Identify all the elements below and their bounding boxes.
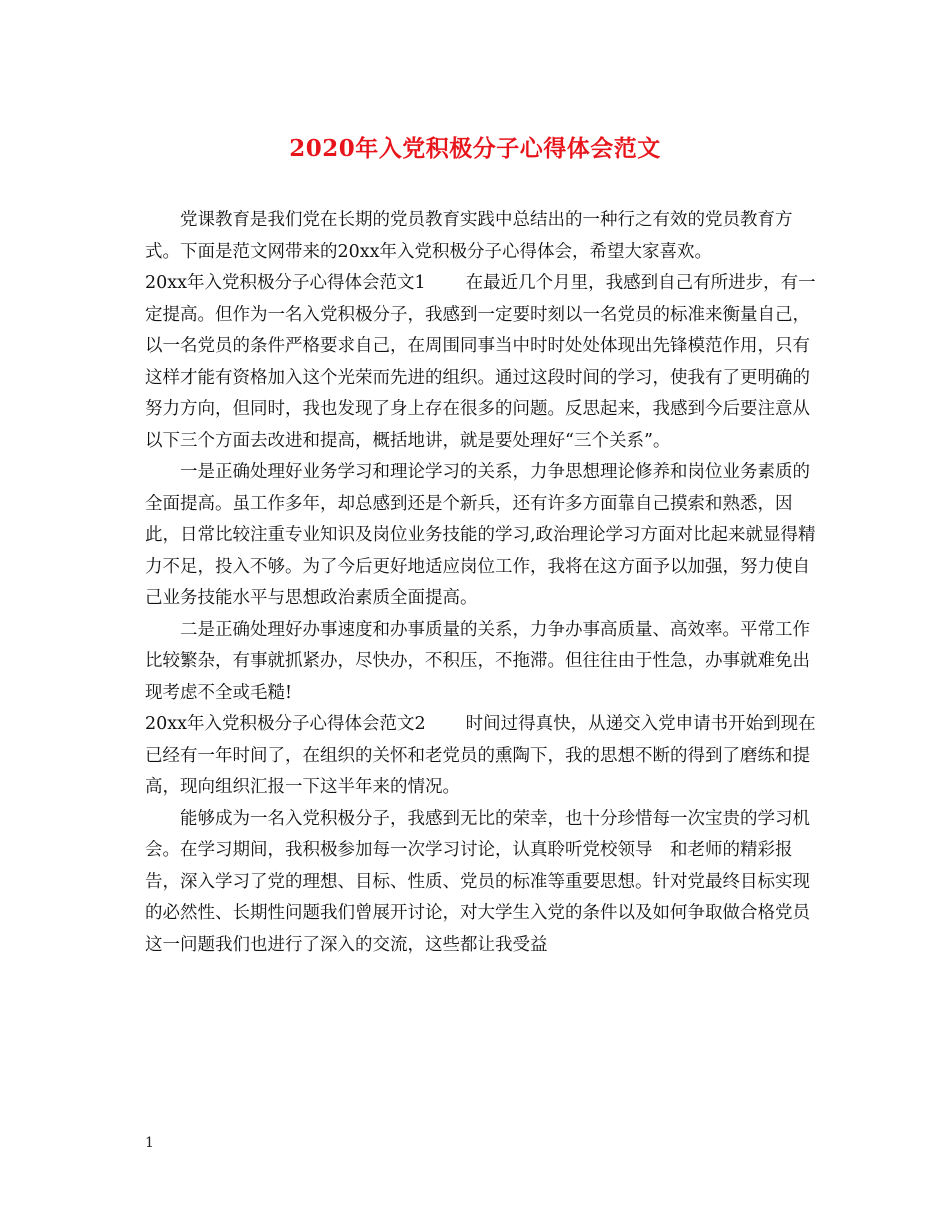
document-body bbox=[145, 205, 825, 961]
paragraph-point2: 二是正确处理好办事速度和办事质量的关系，力争办事高质量、高效率。平常工作比较繁杂，有事就抓紧办，尽快办，不积压，不拖滞。但往往由于性急，办事就难免出现考虑不全或毛糙! bbox=[145, 619, 810, 703]
page-number: 1 bbox=[145, 1135, 154, 1151]
paragraph-point1: 一是正确处理好业务学习和理论学习的关系，力争思想理论修养和岗位业务素质的全面提高。虽工作多年，却总感到还是个新兵，还有许多方面靠自己摸索和熟悉，因此，日常比较注重专业知识及岗位业务技能的学习,政治理论学习方面对比起来就显得精力不足，投入不够。为了今后更好地适应岗位工作，我将在这方面予以加强，努力使自己业务技能水平与思想政治素质全面提高。 bbox=[145, 462, 816, 608]
essay1-text: 在最近几个月里，我感到自己有所进步，有一定提高。但作为一名入党积极分子，我感到一定要时刻以一名党员的标准来衡量自己，以一名党员的条件严格要求自己，在周围同事当中时时处处体现出先锋模范作用，只有这样才能有资格加入这个光荣而先进的组织。通过这段时间的学习，使我有了更明确的努力方向，但同时，我也发现了身上存在很多的问题。反思起来，我感到今后要注意从以下三个方面去改进和提高，概括地讲，就是要处理好“三个关系”。 bbox=[145, 273, 816, 451]
paragraph-essay2-start bbox=[145, 709, 825, 804]
essay2-heading: 20xx年入党积极分子心得体会范文2 bbox=[145, 714, 426, 734]
document-title: 2020年入党积极分子心得体会范文 bbox=[289, 135, 661, 162]
paragraph-essay1-start bbox=[145, 268, 825, 457]
essay2-text: 时间过得真快，从递交入党申请书开始到现在已经有一年时间了，在组织的关怀和老党员的熏陶下，我的思想不断的得到了磨练和提高，现向组织汇报一下这半年来的情况。 bbox=[145, 714, 816, 797]
paragraph-essay2-p2: 能够成为一名入党积极分子，我感到无比的荣幸，也十分珍惜每一次宝贵的学习机会。在学习期间，我积极参加每一次学习讨论，认真聆听党校领导 和老师的精彩报告，深入学习了党的理想、目标、性质、党员的标准等重要思想。针对党最终目标实现的必然性、长期性问题我们曾展开讨论，对大学生入党的条件以及如何争取做合格党员这一问题我们也进行了深入的交流，这些都让我受益 bbox=[145, 808, 810, 955]
paragraph-intro: 党课教育是我们党在长期的党员教育实践中总结出的一种行之有效的党员教育方式。下面是范文网带来的20xx年入党积极分子心得体会，希望大家喜欢。 bbox=[145, 210, 793, 262]
essay1-heading: 20xx年入党积极分子心得体会范文1 bbox=[145, 273, 426, 293]
